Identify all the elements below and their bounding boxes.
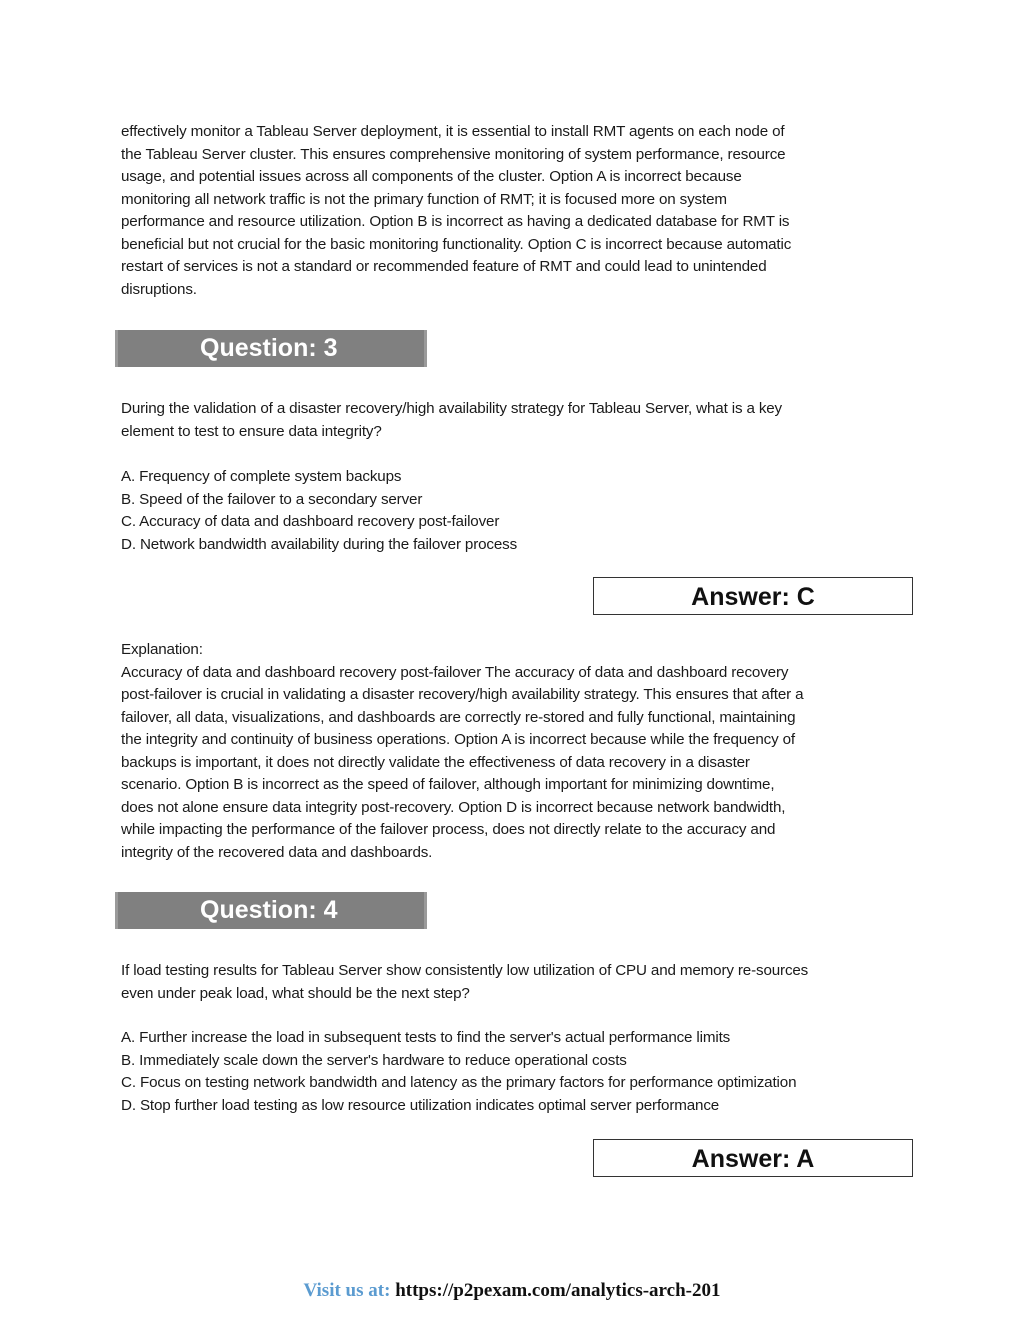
text-line: disruptions. [121, 280, 197, 298]
text-line: post-failover is crucial in validating a disaster recovery/high availability strategy. This ensures that after a [121, 686, 804, 703]
option-c: C. Accuracy of data and dashboard recovery post-failover [121, 513, 500, 530]
text-line: performance and resource utilization. Option B is incorrect as having a dedicated database for RMT is [121, 213, 790, 230]
text-line: element to test to ensure data integrity? [121, 422, 382, 440]
question-4-options [121, 1027, 911, 1117]
text-line: scenario. Option B is incorrect as the speed of failover, although important for minimizing downtime, [121, 776, 775, 793]
text-line: Accuracy of data and dashboard recovery post-failover The accuracy of data and dashboard recovery [121, 663, 789, 681]
question-3-options [121, 466, 911, 556]
question-4-title: Question: 4 [200, 896, 338, 924]
option-c: C. Focus on testing network bandwidth and latency as the primary factors for performance optimization [121, 1074, 797, 1091]
text-line: integrity of the recovered data and dashboards. [121, 843, 433, 861]
option-a: A. Frequency of complete system backups [121, 468, 402, 485]
explanation-label: Explanation: [121, 641, 203, 658]
page-footer [0, 1280, 1024, 1302]
question-3-title: Question: 3 [200, 334, 338, 362]
option-b: B. Immediately scale down the server's hardware to reduce operational costs [121, 1051, 627, 1069]
text-line: even under peak load, what should be the next step? [121, 984, 470, 1002]
intro-explanation-paragraph [121, 121, 911, 301]
question-4-header [115, 892, 427, 929]
option-d: D. Network bandwidth availability during the failover process [121, 535, 518, 553]
option-a: A. Further increase the load in subsequent tests to find the server's actual performance limits [121, 1029, 731, 1046]
text-line: effectively monitor a Tableau Server deployment, it is essential to install RMT agents on each node of [121, 123, 785, 140]
text-line: backups is important, it does not directly validate the effectiveness of data recovery in a disaster [121, 753, 750, 771]
text-line: the Tableau Server cluster. This ensures comprehensive monitoring of system performance, resource [121, 145, 786, 163]
question-3-header [115, 330, 427, 367]
question-4-prompt [121, 960, 911, 1005]
question-3-explanation [121, 639, 911, 864]
option-b: B. Speed of the failover to a secondary server [121, 490, 423, 508]
question-4-answer-box: Answer: A [593, 1139, 913, 1177]
footer-url-link[interactable]: https://p2pexam.com/analytics-arch-201 [395, 1280, 721, 1301]
text-line: beneficial but not crucial for the basic monitoring functionality. Option C is incorrect because automatic [121, 235, 792, 253]
question-3-prompt [121, 398, 911, 443]
text-line: restart of services is not a standard or recommended feature of RMT and could lead to unintended [121, 258, 767, 275]
text-line: does not alone ensure data integrity post-recovery. Option D is incorrect because network bandwidth, [121, 798, 786, 816]
text-line: usage, and potential issues across all components of the cluster. Option A is incorrect because [121, 168, 742, 185]
question-3-answer-box: Answer: C [593, 577, 913, 615]
text-line: During the validation of a disaster recovery/high availability strategy for Tableau Server, what is a key [121, 400, 783, 417]
text-line: failover, all data, visualizations, and dashboards are correctly re-stored and fully functional, maintaining [121, 708, 796, 726]
text-line: monitoring all network traffic is not the primary function of RMT; it is focused more on system [121, 190, 727, 208]
text-line: the integrity and continuity of business operations. Option A is incorrect because while the frequency of [121, 731, 795, 748]
option-d: D. Stop further load testing as low resource utilization indicates optimal server performance [121, 1096, 720, 1114]
text-line: while impacting the performance of the failover process, does not directly relate to the accuracy and [121, 821, 776, 838]
text-line: If load testing results for Tableau Server show consistently low utilization of CPU and memory re-sources [121, 962, 809, 979]
footer-label: Visit us at: [303, 1280, 391, 1301]
